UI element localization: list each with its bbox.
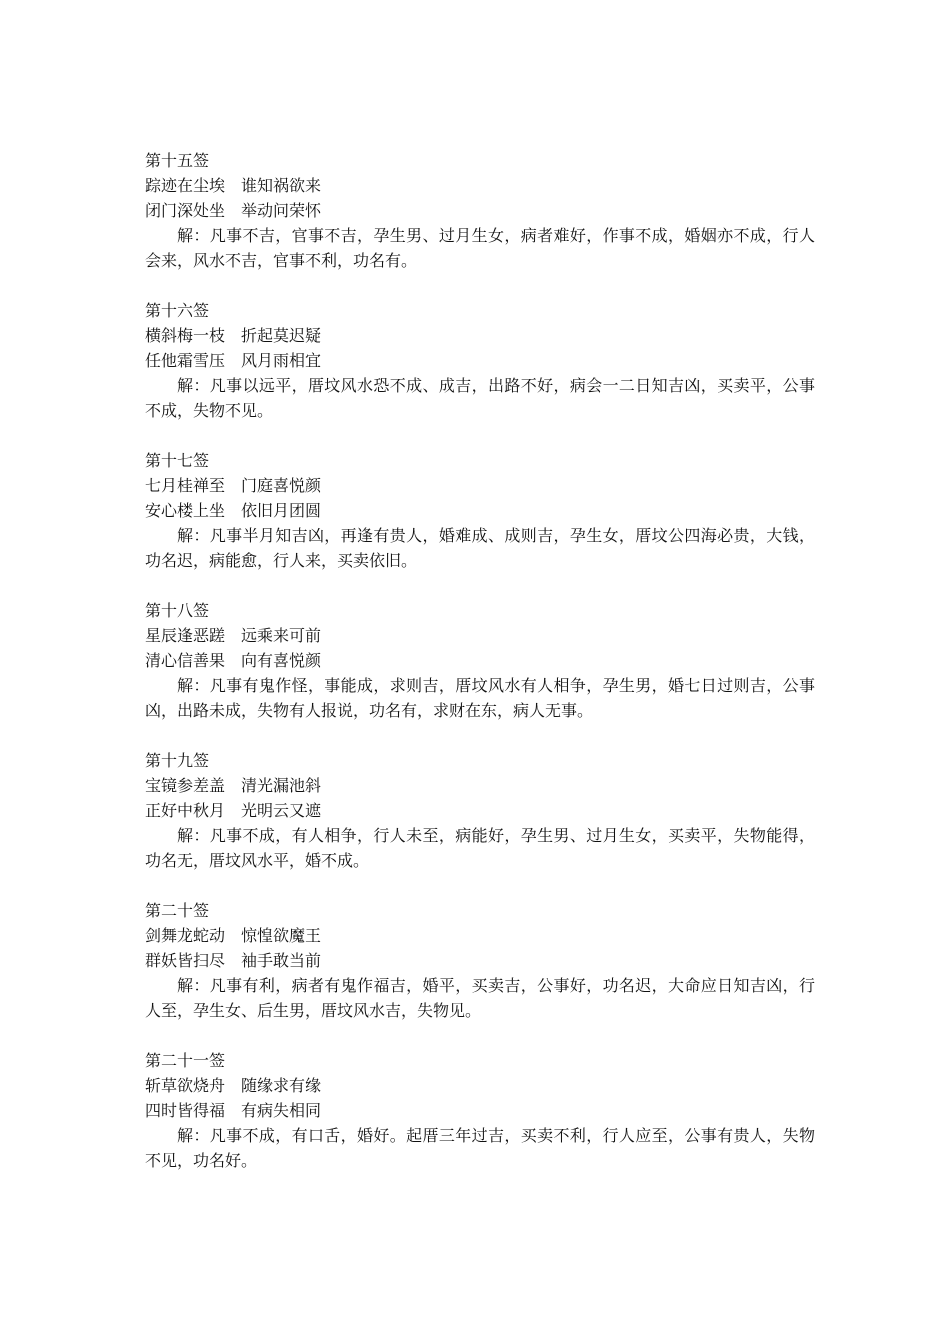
verse-first-half: 正好中秋月 [145, 801, 226, 820]
verse-second-half: 谁知祸欲来 [241, 176, 322, 195]
verse-line-2 [145, 948, 815, 973]
fortune-slip-15 [145, 148, 815, 273]
verse-first-half: 踪迹在尘埃 [145, 176, 226, 195]
verse-second-half: 远乘来可前 [241, 626, 322, 645]
verse-first-half: 七月桂禅至 [145, 476, 226, 495]
slip-title: 第二十签 [145, 901, 210, 920]
verse-second-half: 随缘求有缘 [241, 1076, 322, 1095]
verse-line-2 [145, 798, 815, 823]
verse-line-1 [145, 1073, 815, 1098]
verse-line-2 [145, 348, 815, 373]
verse-first-half: 四时皆得福 [145, 1101, 226, 1120]
slip-title: 第十八签 [145, 601, 210, 620]
fortune-slip-21 [145, 1048, 815, 1173]
verse-line-1 [145, 323, 815, 348]
verse-line-1 [145, 473, 815, 498]
verse-line-1 [145, 173, 815, 198]
slip-explanation: 解：凡事有利，病者有鬼作福吉，婚平，买卖吉，公事好，功名迟，大命应日知吉凶，行人至，孕生女、后生男，厝坟风水吉，失物见。 [145, 976, 815, 1020]
document-page [145, 148, 815, 1198]
verse-first-half: 斩草欲烧舟 [145, 1076, 226, 1095]
fortune-slip-16 [145, 298, 815, 423]
fortune-slip-20 [145, 898, 815, 1023]
verse-first-half: 星辰逢恶蹉 [145, 626, 226, 645]
verse-first-half: 清心信善果 [145, 651, 226, 670]
verse-second-half: 光明云又遮 [241, 801, 322, 820]
slip-explanation: 解：凡事半月知吉凶，再逢有贵人，婚难成、成则吉，孕生女，厝坟公四海必贵，大钱，功名迟，病能愈，行人来，买卖依旧。 [145, 526, 815, 570]
verse-second-half: 向有喜悦颜 [241, 651, 322, 670]
fortune-slip-18 [145, 598, 815, 723]
verse-second-half: 门庭喜悦颜 [241, 476, 322, 495]
fortune-slip-17 [145, 448, 815, 573]
verse-second-half: 折起莫迟疑 [241, 326, 322, 345]
verse-first-half: 剑舞龙蛇动 [145, 926, 226, 945]
verse-line-1 [145, 923, 815, 948]
slip-title: 第十九签 [145, 751, 210, 770]
verse-line-2 [145, 198, 815, 223]
verse-second-half: 惊惶欲魔王 [241, 926, 322, 945]
slip-explanation: 解：凡事不成，有人相争，行人未至，病能好，孕生男、过月生女，买卖平，失物能得，功名无，厝坟风水平，婚不成。 [145, 826, 815, 870]
slip-title: 第二十一签 [145, 1051, 226, 1070]
verse-first-half: 任他霜雪压 [145, 351, 226, 370]
slip-explanation: 解：凡事有鬼作怪，事能成，求则吉，厝坟风水有人相争，孕生男，婚七日过则吉，公事凶，出路未成，失物有人报说，功名有，求财在东，病人无事。 [145, 676, 815, 720]
verse-first-half: 宝镜参差盖 [145, 776, 226, 795]
verse-line-2 [145, 498, 815, 523]
verse-line-2 [145, 648, 815, 673]
slip-explanation: 解：凡事不吉，官事不吉，孕生男、过月生女，病者难好，作事不成，婚姻亦不成，行人会来，风水不吉，官事不利，功名有。 [145, 226, 815, 270]
verse-line-1 [145, 773, 815, 798]
verse-first-half: 闭门深处坐 [145, 201, 226, 220]
slip-title: 第十七签 [145, 451, 210, 470]
verse-second-half: 袖手敢当前 [241, 951, 322, 970]
verse-line-1 [145, 623, 815, 648]
verse-second-half: 举动问荣怀 [241, 201, 322, 220]
slip-explanation: 解：凡事不成，有口舌，婚好。起厝三年过吉，买卖不利，行人应至，公事有贵人，失物不见，功名好。 [145, 1126, 815, 1170]
verse-second-half: 依旧月团圆 [241, 501, 322, 520]
verse-first-half: 群妖皆扫尽 [145, 951, 226, 970]
verse-line-2 [145, 1098, 815, 1123]
verse-second-half: 清光漏池斜 [241, 776, 322, 795]
verse-second-half: 有病失相同 [241, 1101, 322, 1120]
slip-explanation: 解：凡事以远平，厝坟风水恐不成、成吉，出路不好，病会一二日知吉凶，买卖平，公事不成，失物不见。 [145, 376, 815, 420]
slip-title: 第十六签 [145, 301, 210, 320]
verse-first-half: 安心楼上坐 [145, 501, 226, 520]
verse-second-half: 风月雨相宜 [241, 351, 322, 370]
fortune-slip-19 [145, 748, 815, 873]
slip-title: 第十五签 [145, 151, 210, 170]
verse-first-half: 横斜梅一枝 [145, 326, 226, 345]
